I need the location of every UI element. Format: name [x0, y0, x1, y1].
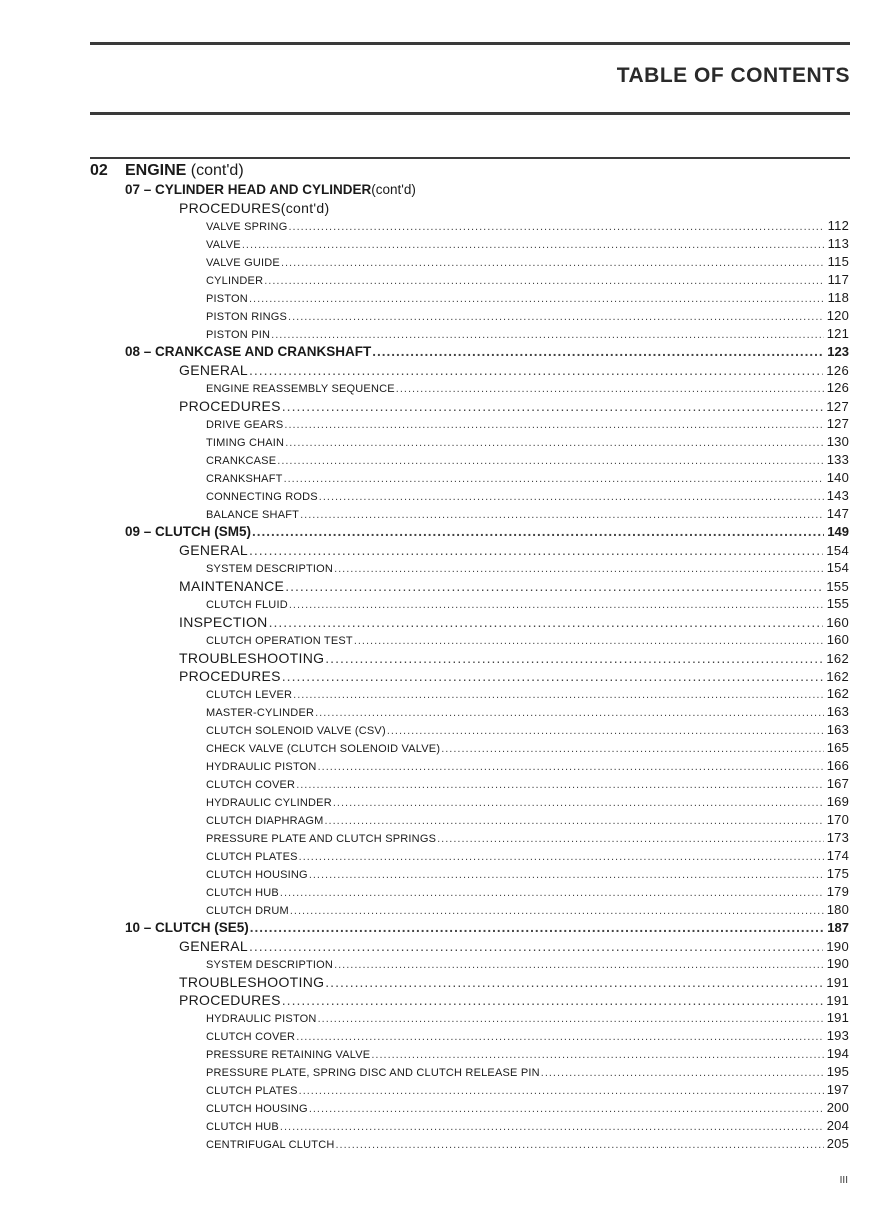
toc-entry[interactable]: [0, 253, 878, 271]
toc-entry[interactable]: [0, 1063, 878, 1081]
dot-leader: [437, 830, 824, 847]
toc-entry[interactable]: [0, 667, 878, 685]
toc-entry[interactable]: [0, 685, 878, 703]
toc-entry-page: 200: [826, 1100, 849, 1115]
toc-entry[interactable]: [0, 1009, 878, 1027]
toc-entry-label: CLUTCH DIAPHRAGM: [206, 815, 324, 827]
toc-entry[interactable]: [0, 325, 878, 343]
dot-leader: [372, 343, 824, 361]
toc-entry-label: CLUTCH PLATES: [206, 851, 298, 863]
toc-entry[interactable]: [0, 739, 878, 757]
toc-entry-label: CYLINDER: [206, 275, 264, 287]
toc-entry[interactable]: [0, 199, 878, 217]
toc-entry-label: PROCEDURES: [179, 200, 281, 216]
dot-leader: [280, 1118, 824, 1135]
toc-entry-page: 162: [826, 669, 849, 684]
toc-entry-page: 180: [826, 902, 849, 917]
toc-entry-page: 166: [826, 758, 849, 773]
toc-entry[interactable]: [0, 541, 878, 559]
dot-leader: [334, 560, 824, 577]
toc-entry-page: 194: [826, 1046, 849, 1061]
dot-leader: [264, 272, 824, 289]
toc-entry-page: 123: [827, 344, 849, 359]
dot-leader: [249, 541, 823, 559]
dot-leader: [299, 848, 824, 865]
toc-entry-page: 205: [826, 1136, 849, 1151]
toc-entry-label: 10 – CLUTCH (SE5): [125, 920, 249, 935]
toc-entry-label: CLUTCH SOLENOID VALVE (CSV): [206, 725, 386, 737]
toc-entry-label: CRANKCASE: [206, 455, 277, 467]
toc-entry-label: CLUTCH COVER: [206, 1031, 296, 1043]
toc-entry-page: 126: [826, 380, 849, 395]
toc-entry[interactable]: [0, 289, 878, 307]
toc-entry[interactable]: [0, 1027, 878, 1045]
toc-entry-suffix: (cont'd): [371, 182, 416, 197]
dot-leader: [441, 740, 824, 757]
toc-entry-label: VALVE GUIDE: [206, 257, 280, 269]
dot-leader: [289, 596, 824, 613]
toc-entry-page: 190: [826, 956, 849, 971]
dot-leader: [288, 308, 824, 325]
toc-entry-label: VALVE: [206, 239, 241, 251]
toc-entry-label: INSPECTION: [179, 614, 268, 630]
dot-leader: [285, 434, 824, 451]
footer-page-number: III: [839, 1175, 848, 1186]
toc-entry-label: PRESSURE RETAINING VALVE: [206, 1049, 371, 1061]
dot-leader: [315, 704, 824, 721]
dot-leader: [249, 937, 823, 955]
toc-entry-label: PISTON: [206, 293, 248, 305]
dot-leader: [249, 361, 823, 379]
toc-entry-label: TIMING CHAIN: [206, 437, 285, 449]
toc-entry[interactable]: [0, 793, 878, 811]
toc-entry[interactable]: [0, 343, 878, 361]
dot-leader: [309, 866, 824, 883]
toc-entry-page: 127: [826, 399, 849, 414]
toc-entry-label: BALANCE SHAFT: [206, 509, 300, 521]
dot-leader: [387, 722, 824, 739]
toc-entry-label: PRESSURE PLATE, SPRING DISC AND CLUTCH RELEASE PIN: [206, 1067, 540, 1079]
toc-entry-page: 155: [826, 579, 849, 594]
toc-entry-page: 140: [826, 470, 849, 485]
dot-leader: [288, 218, 824, 235]
toc-entry-label: VALVE SPRING: [206, 221, 288, 233]
dot-leader: [325, 649, 823, 667]
dot-leader: [318, 1010, 824, 1027]
toc-entry-page: 204: [826, 1118, 849, 1133]
toc-entry-page: 193: [826, 1028, 849, 1043]
top-rule: [90, 42, 850, 45]
toc-entry-label: CLUTCH COVER: [206, 779, 296, 791]
toc-entry-label: HYDRAULIC PISTON: [206, 1013, 317, 1025]
dot-leader: [299, 1082, 824, 1099]
toc-entry-label: CLUTCH HOUSING: [206, 1103, 308, 1115]
toc-entry-page: 169: [826, 794, 849, 809]
toc-entry-page: 130: [826, 434, 849, 449]
toc-entry-page: 160: [826, 615, 849, 630]
toc-entry-label: TROUBLESHOOTING: [179, 650, 325, 666]
dot-leader: [277, 452, 823, 469]
toc-entry-label: CLUTCH HOUSING: [206, 869, 308, 881]
dot-leader: [325, 812, 824, 829]
dot-leader: [300, 506, 824, 523]
toc-entry-page: 162: [826, 686, 849, 701]
toc-entry-label: CLUTCH DRUM: [206, 905, 289, 917]
toc-entry[interactable]: [0, 397, 878, 415]
toc-entry-page: 143: [826, 488, 849, 503]
toc-entry-page: 195: [826, 1064, 849, 1079]
toc-entry-label: 07 – CYLINDER HEAD AND CYLINDER: [125, 182, 372, 197]
dot-leader: [282, 667, 824, 685]
toc-entry[interactable]: [0, 955, 878, 973]
toc-entry[interactable]: [0, 865, 878, 883]
dot-leader: [280, 884, 824, 901]
toc-entry-page: 160: [826, 632, 849, 647]
toc-entry-page: 133: [826, 452, 849, 467]
toc-entry[interactable]: [0, 361, 878, 379]
toc-entry[interactable]: [0, 433, 878, 451]
dot-leader: [284, 416, 823, 433]
toc-entry[interactable]: [0, 595, 878, 613]
dot-leader: [285, 577, 823, 595]
toc-entry-page: 190: [826, 939, 849, 954]
toc-entry-page: 115: [827, 254, 849, 269]
toc-entry[interactable]: [0, 307, 878, 325]
toc-entry-label: SYSTEM DESCRIPTION: [206, 563, 334, 575]
toc-entry[interactable]: [0, 973, 878, 991]
toc-entry-page: 117: [827, 272, 849, 287]
toc-entry[interactable]: [0, 1117, 878, 1135]
section-rule: [90, 157, 850, 159]
toc-entry-label: 09 – CLUTCH (SM5): [125, 524, 252, 539]
toc-entry[interactable]: [0, 775, 878, 793]
toc-entry[interactable]: [0, 271, 878, 289]
dot-leader: [269, 613, 824, 631]
toc-entry[interactable]: [0, 451, 878, 469]
section-heading: [90, 161, 244, 181]
toc-entry[interactable]: [0, 1135, 878, 1153]
toc-entry-label: CRANKSHAFT: [206, 473, 283, 485]
toc-entry-label: GENERAL: [179, 362, 249, 378]
toc-entry-label: MASTER-CYLINDER: [206, 707, 315, 719]
toc-entry-page: 154: [826, 543, 849, 558]
toc-entry-page: 163: [826, 722, 849, 737]
toc-entry-page: 149: [827, 524, 849, 539]
toc-entry[interactable]: [0, 919, 878, 937]
toc-entry[interactable]: [0, 991, 878, 1009]
toc-entry-page: 163: [826, 704, 849, 719]
dot-leader: [325, 973, 823, 991]
toc-entry[interactable]: [0, 559, 878, 577]
toc-entry-page: 147: [826, 506, 849, 521]
dot-leader: [290, 902, 824, 919]
toc-entry-page: 112: [827, 218, 849, 233]
toc-entry-label: PRESSURE PLATE AND CLUTCH SPRINGS: [206, 833, 437, 845]
toc-entry[interactable]: [0, 469, 878, 487]
toc-entry[interactable]: [0, 1081, 878, 1099]
toc-entry-page: 127: [826, 416, 849, 431]
toc-entry-page: 197: [826, 1082, 849, 1097]
toc-entry-page: 120: [826, 308, 849, 323]
toc-entry[interactable]: [0, 181, 878, 199]
toc-entry-page: 162: [826, 651, 849, 666]
toc-entry[interactable]: [0, 235, 878, 253]
toc-entry-page: 174: [826, 848, 849, 863]
toc-entry-label: PROCEDURES: [179, 668, 281, 684]
dot-leader: [271, 326, 824, 343]
toc-entry-page: 121: [826, 326, 849, 341]
dot-leader: [282, 991, 824, 1009]
toc-entry-label: CHECK VALVE (CLUTCH SOLENOID VALVE): [206, 743, 441, 755]
toc-entry[interactable]: [0, 811, 878, 829]
title-rule: [90, 112, 850, 115]
toc-entry[interactable]: [0, 847, 878, 865]
toc-entry-label: CENTRIFUGAL CLUTCH: [206, 1139, 335, 1151]
toc-entry-label: CLUTCH LEVER: [206, 689, 293, 701]
toc-entry-label: CLUTCH OPERATION TEST: [206, 635, 353, 647]
dot-leader: [335, 1136, 823, 1153]
toc-entry-page: 165: [826, 740, 849, 755]
toc-entry-page: 154: [826, 560, 849, 575]
toc-entry[interactable]: [0, 721, 878, 739]
toc-entry-label: CLUTCH HUB: [206, 1121, 279, 1133]
toc-entry[interactable]: [0, 1099, 878, 1117]
dot-leader: [334, 956, 824, 973]
dot-leader: [309, 1100, 824, 1117]
dot-leader: [319, 488, 824, 505]
toc-entry[interactable]: [0, 379, 878, 397]
toc-entry-page: 167: [826, 776, 849, 791]
dot-leader: [296, 1028, 824, 1045]
toc-entry-label: PROCEDURES: [179, 992, 281, 1008]
toc-entry-label: CLUTCH FLUID: [206, 599, 288, 611]
dot-leader: [333, 794, 824, 811]
toc-entry[interactable]: [0, 613, 878, 631]
toc-entry-label: CONNECTING RODS: [206, 491, 318, 503]
dot-leader: [354, 632, 824, 649]
section-number: 02: [90, 162, 108, 179]
page-title: TABLE OF CONTENTS: [616, 64, 850, 87]
toc-entry-label: 08 – CRANKCASE AND CRANKSHAFT: [125, 344, 372, 359]
toc-entry-label: PISTON RINGS: [206, 311, 288, 323]
toc-entry-page: 191: [826, 975, 849, 990]
toc-entry-page: 179: [826, 884, 849, 899]
toc-entry-page: 175: [826, 866, 849, 881]
toc-entry-page: 118: [827, 290, 849, 305]
toc-list: [0, 181, 878, 1153]
section-suffix: (cont'd): [190, 162, 244, 179]
toc-entry-page: 155: [826, 596, 849, 611]
toc-entry[interactable]: [0, 415, 878, 433]
toc-entry-page: 191: [826, 1010, 849, 1025]
toc-entry-label: GENERAL: [179, 938, 249, 954]
dot-leader: [318, 758, 824, 775]
toc-entry[interactable]: [0, 883, 878, 901]
toc-entry-page: 126: [826, 363, 849, 378]
toc-entry-label: TROUBLESHOOTING: [179, 974, 325, 990]
toc-entry[interactable]: [0, 505, 878, 523]
toc-entry-label: SYSTEM DESCRIPTION: [206, 959, 334, 971]
toc-entry[interactable]: [0, 217, 878, 235]
toc-entry-label: PISTON PIN: [206, 329, 271, 341]
toc-entry-label: PROCEDURES: [179, 398, 281, 414]
toc-entry-suffix: (cont'd): [280, 200, 330, 216]
toc-entry[interactable]: [0, 829, 878, 847]
dot-leader: [284, 470, 824, 487]
toc-entry[interactable]: [0, 757, 878, 775]
dot-leader: [242, 236, 824, 253]
toc-entry-label: CLUTCH HUB: [206, 887, 279, 899]
toc-entry-page: 191: [826, 993, 849, 1008]
dot-leader: [296, 776, 824, 793]
dot-leader: [293, 686, 824, 703]
toc-entry[interactable]: [0, 1045, 878, 1063]
dot-leader: [282, 397, 824, 415]
toc-entry-page: 173: [826, 830, 849, 845]
toc-entry-label: MAINTENANCE: [179, 578, 285, 594]
toc-entry-page: 113: [827, 236, 849, 251]
dot-leader: [541, 1064, 824, 1081]
toc-entry-label: HYDRAULIC CYLINDER: [206, 797, 332, 809]
section-name: ENGINE: [125, 162, 187, 179]
toc-entry-label: HYDRAULIC PISTON: [206, 761, 317, 773]
toc-entry-label: CLUTCH PLATES: [206, 1085, 298, 1097]
dot-leader: [281, 254, 824, 271]
dot-leader: [371, 1046, 823, 1063]
toc-entry-label: GENERAL: [179, 542, 249, 558]
dot-leader: [249, 290, 824, 307]
toc-entry-label: ENGINE REASSEMBLY SEQUENCE: [206, 383, 395, 395]
toc-entry[interactable]: [0, 523, 878, 541]
dot-leader: [252, 523, 824, 541]
toc-entry[interactable]: [0, 703, 878, 721]
toc-entry[interactable]: [0, 577, 878, 595]
toc-entry[interactable]: [0, 631, 878, 649]
toc-entry[interactable]: [0, 487, 878, 505]
dot-leader: [250, 919, 824, 937]
dot-leader: [396, 380, 824, 397]
toc-entry[interactable]: [0, 901, 878, 919]
toc-entry-page: 170: [826, 812, 849, 827]
toc-entry-page: 187: [827, 920, 849, 935]
toc-entry[interactable]: [0, 649, 878, 667]
toc-entry[interactable]: [0, 937, 878, 955]
toc-entry-label: DRIVE GEARS: [206, 419, 284, 431]
